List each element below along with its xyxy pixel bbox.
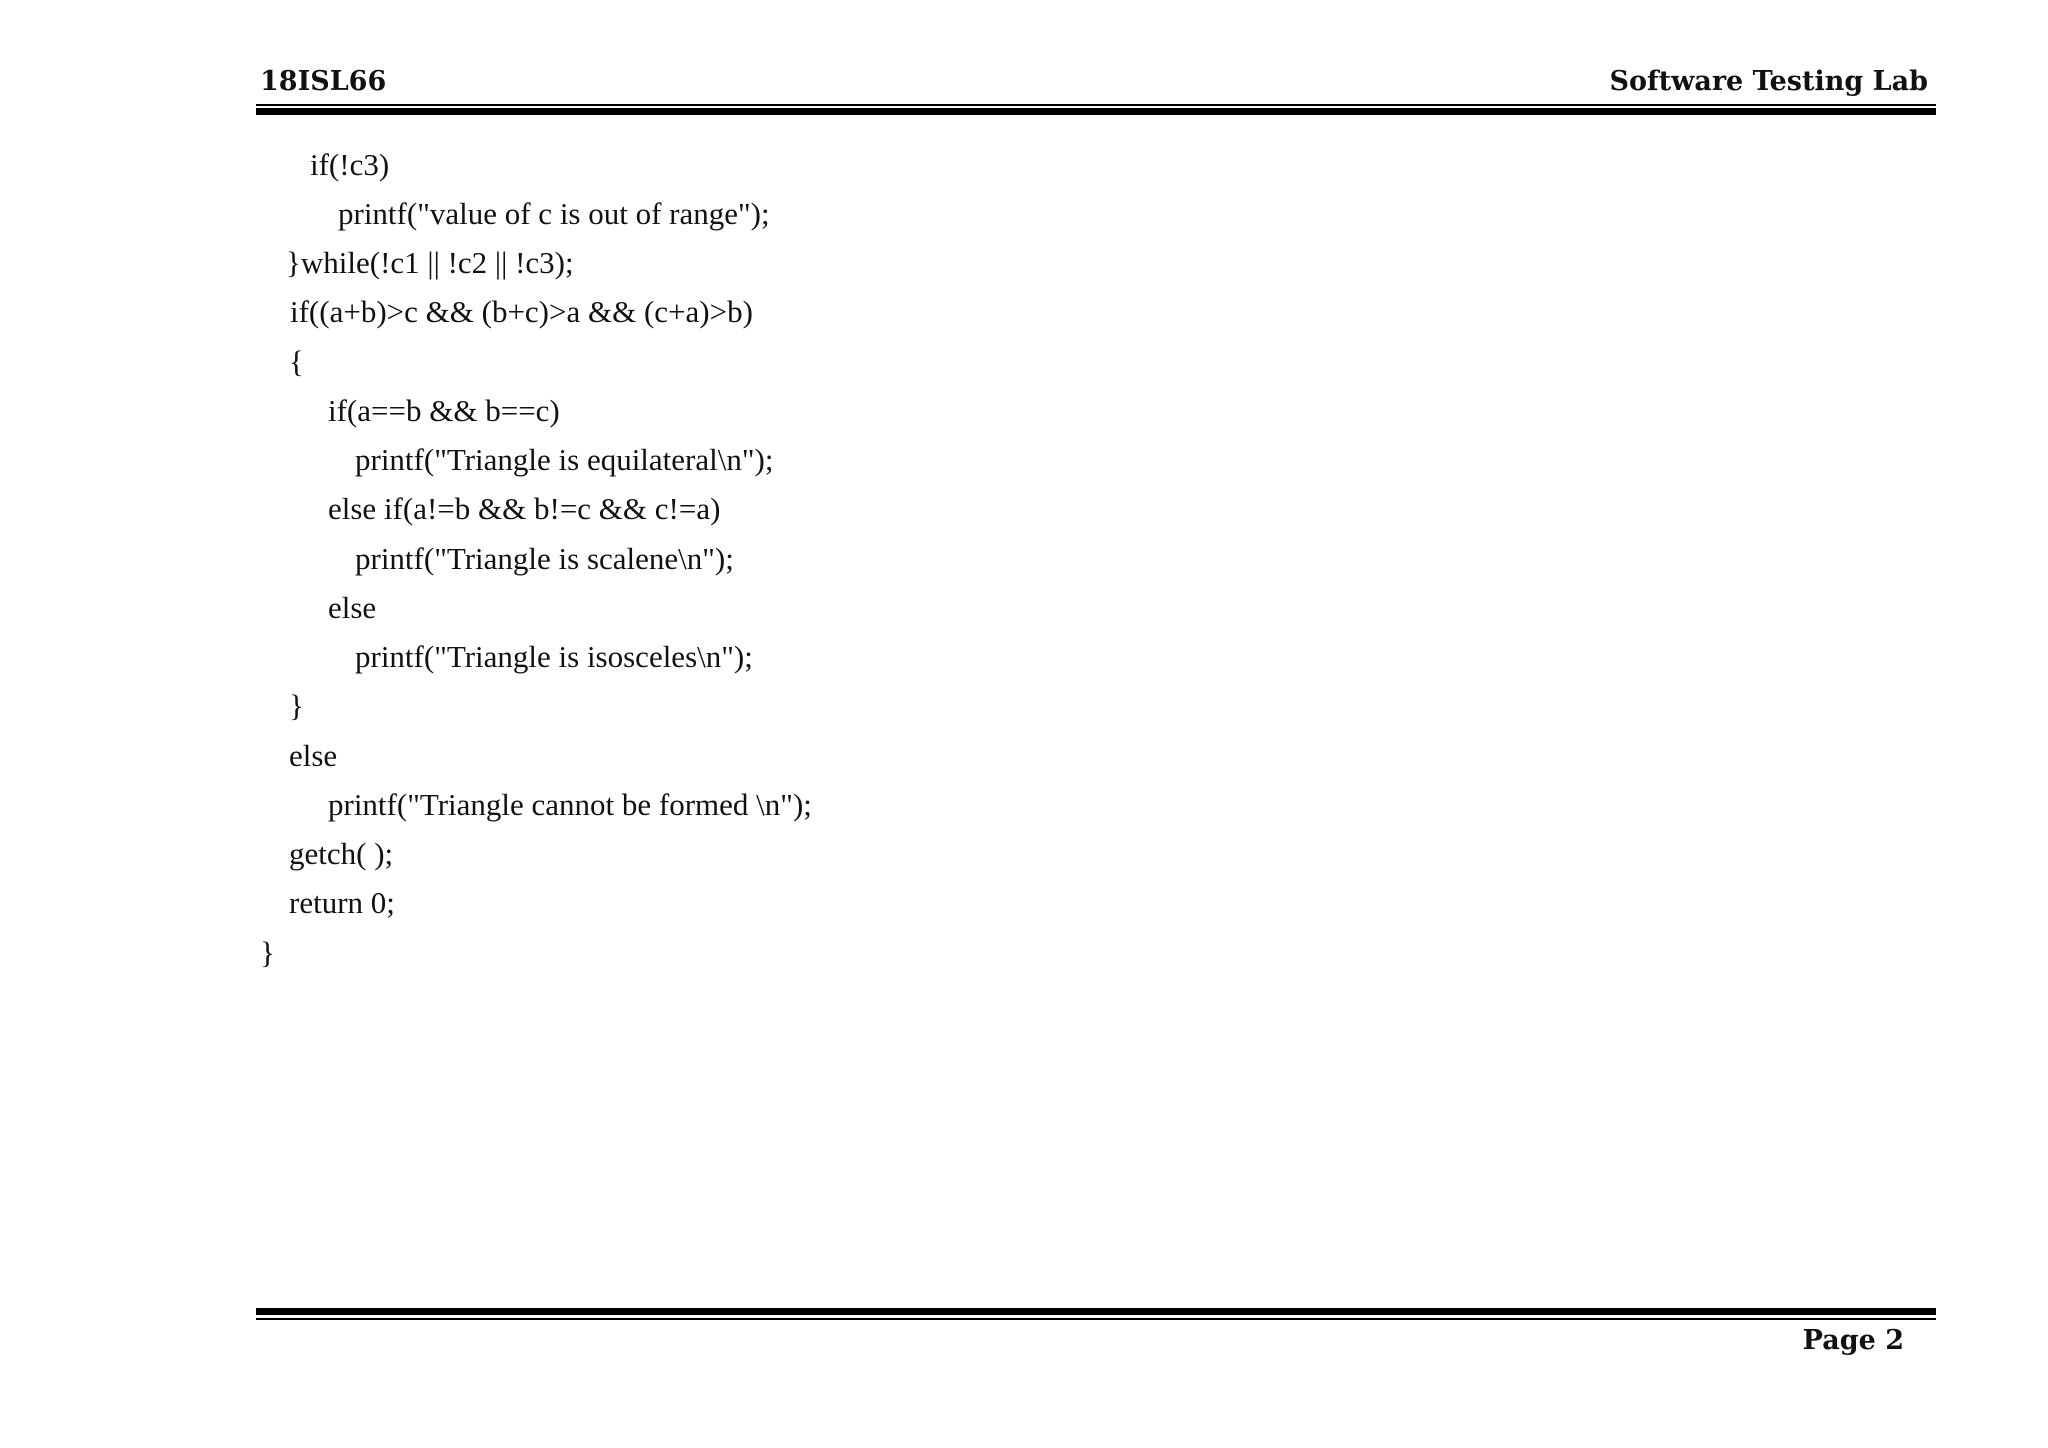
code-line: printf("Triangle is scalene\n"); xyxy=(355,541,734,576)
code-line: else xyxy=(289,738,338,773)
code-line: { xyxy=(289,344,304,379)
footer-rule-thick xyxy=(256,1308,1936,1315)
code-line: } xyxy=(289,688,304,723)
code-line: if(a==b && b==c) xyxy=(328,393,560,428)
code-line: }while(!c1 || !c2 || !c3); xyxy=(286,245,574,280)
document-code: 18ISL66 xyxy=(260,66,387,97)
code-line: printf("Triangle is isosceles\n"); xyxy=(355,639,753,674)
code-line: getch( ); xyxy=(289,836,394,871)
footer-rule-thin xyxy=(256,1318,1936,1320)
code-line: } xyxy=(260,935,275,970)
document-title: Software Testing Lab xyxy=(1609,66,1928,97)
code-line: printf("value of c is out of range"); xyxy=(338,196,770,231)
code-line: else if(a!=b && b!=c && c!=a) xyxy=(328,491,721,526)
code-line: return 0; xyxy=(289,885,395,920)
code-line: printf("Triangle is equilateral\n"); xyxy=(355,442,774,477)
code-line: printf("Triangle cannot be formed \n"); xyxy=(328,787,812,822)
code-line: if(!c3) xyxy=(310,147,390,182)
code-line: if((a+b)>c && (b+c)>a && (c+a)>b) xyxy=(290,294,753,329)
page-number: Page 2 xyxy=(1802,1325,1904,1356)
code-line: else xyxy=(328,590,377,625)
